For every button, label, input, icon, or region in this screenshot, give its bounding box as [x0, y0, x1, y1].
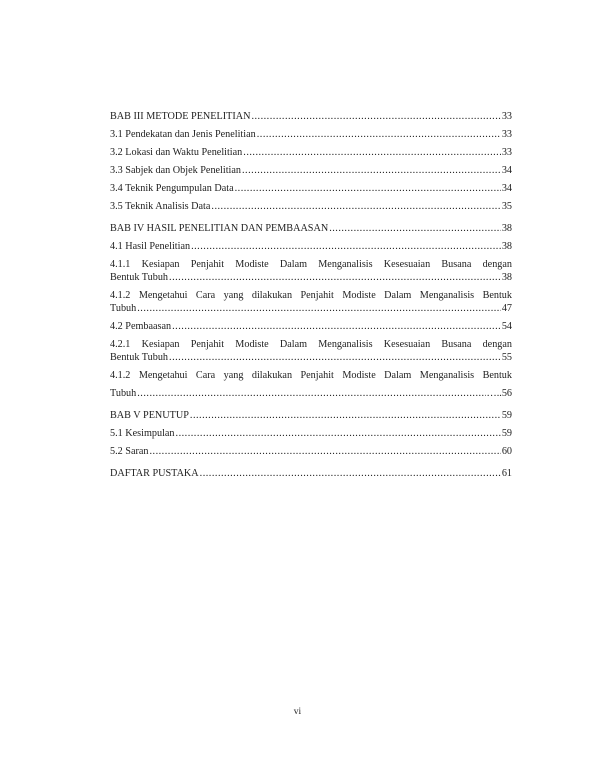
toc-entry-3-1 — [110, 128, 512, 141]
toc-page: 33 — [501, 129, 512, 140]
toc-leader — [243, 146, 501, 159]
toc-leader — [169, 351, 501, 364]
toc-page: 38 — [501, 241, 512, 252]
toc-entry-3-3 — [110, 164, 512, 177]
toc-title: 5.2 Saran — [110, 446, 149, 457]
toc-leader — [251, 110, 500, 123]
toc-page: 34 — [501, 183, 512, 194]
toc-entry-4-1-1 — [110, 258, 512, 284]
toc-leader — [149, 445, 500, 458]
toc-title: BAB V PENUTUP — [110, 410, 189, 421]
toc-entry-4-1-2 — [110, 289, 512, 315]
page-number: vi — [293, 707, 302, 717]
toc-title: 4.2 Pembaasan — [110, 321, 172, 332]
toc-title-line2: Tubuh — [110, 303, 137, 314]
toc-page: 38 — [501, 272, 512, 283]
toc-page: 33 — [501, 111, 512, 122]
toc-entry-4-2 — [110, 320, 512, 333]
toc-title-line1: 4.1.2 Mengetahui Cara yang dilakukan Penjahit Modiste Dalam Menganalisis Bentuk — [110, 290, 512, 301]
toc-leader — [172, 320, 501, 333]
toc-leader — [211, 200, 500, 213]
toc-leader — [176, 427, 501, 440]
toc-leader — [257, 128, 501, 141]
toc-page: 55 — [501, 352, 512, 363]
toc-title-line1: 4.1.1 Kesiapan Penjahit Modiste Dalam Menganalisis Kesesuaian Busana dengan — [110, 259, 512, 270]
toc-title: BAB III METODE PENELITIAN — [110, 111, 251, 122]
toc-page: 34 — [501, 165, 512, 176]
toc-title: 4.1 Hasil Penelitian — [110, 241, 191, 252]
toc-leader — [200, 467, 501, 480]
toc-entry-daftar-pustaka — [110, 467, 512, 480]
toc-leader — [137, 302, 501, 315]
toc-title: 3.2 Lokasi dan Waktu Penelitian — [110, 147, 243, 158]
toc-title: 5.1 Kesimpulan — [110, 428, 175, 439]
toc-title-line1: 4.1.2 Mengetahui Cara yang dilakukan Penjahit Modiste Dalam Menganalisis Bentuk — [110, 370, 512, 381]
toc-title: 3.4 Teknik Pengumpulan Data — [110, 183, 234, 194]
toc-page: 33 — [501, 147, 512, 158]
toc-title-line2: Bentuk Tubuh — [110, 352, 169, 363]
toc-title: BAB IV HASIL PENELITIAN DAN PEMBAASAN — [110, 223, 329, 234]
toc-page: 35 — [501, 201, 512, 212]
toc-leader — [191, 240, 501, 253]
toc-entry-3-4 — [110, 182, 512, 195]
toc-title: 3.3 Sabjek dan Objek Penelitian — [110, 165, 241, 176]
toc-title: 3.5 Teknik Analisis Data — [110, 201, 211, 212]
toc-leader — [169, 271, 501, 284]
toc-title: DAFTAR PUSTAKA — [110, 468, 199, 479]
toc-leader — [329, 222, 501, 235]
table-of-contents — [110, 110, 512, 485]
toc-entry-3-5 — [110, 200, 512, 213]
toc-leader — [242, 164, 501, 177]
toc-page: 61 — [501, 468, 512, 479]
toc-page: 59 — [501, 410, 512, 421]
toc-leader — [235, 182, 501, 195]
toc-page: 38 — [501, 223, 512, 234]
toc-entry-4-2-1 — [110, 338, 512, 364]
toc-entry-bab-iii — [110, 110, 512, 123]
toc-entry-3-2 — [110, 146, 512, 159]
toc-leader — [137, 387, 485, 400]
toc-title-line1: 4.2.1 Kesiapan Penjahit Modiste Dalam Menganalisis Kesesuaian Busana dengan — [110, 339, 512, 350]
toc-page: …..56 — [486, 388, 512, 399]
toc-page: 59 — [501, 428, 512, 439]
toc-entry-5-2 — [110, 445, 512, 458]
toc-leader — [190, 409, 501, 422]
toc-page: 47 — [501, 303, 512, 314]
toc-entry-4-1-2-repeat — [110, 369, 512, 400]
toc-page: 54 — [501, 321, 512, 332]
toc-title-line2: Bentuk Tubuh — [110, 272, 169, 283]
toc-page: 60 — [501, 446, 512, 457]
toc-entry-bab-v — [110, 409, 512, 422]
toc-entry-5-1 — [110, 427, 512, 440]
toc-title-line2: Tubuh — [110, 388, 137, 399]
toc-entry-bab-iv — [110, 222, 512, 235]
toc-entry-4-1 — [110, 240, 512, 253]
toc-title: 3.1 Pendekatan dan Jenis Penelitian — [110, 129, 256, 140]
